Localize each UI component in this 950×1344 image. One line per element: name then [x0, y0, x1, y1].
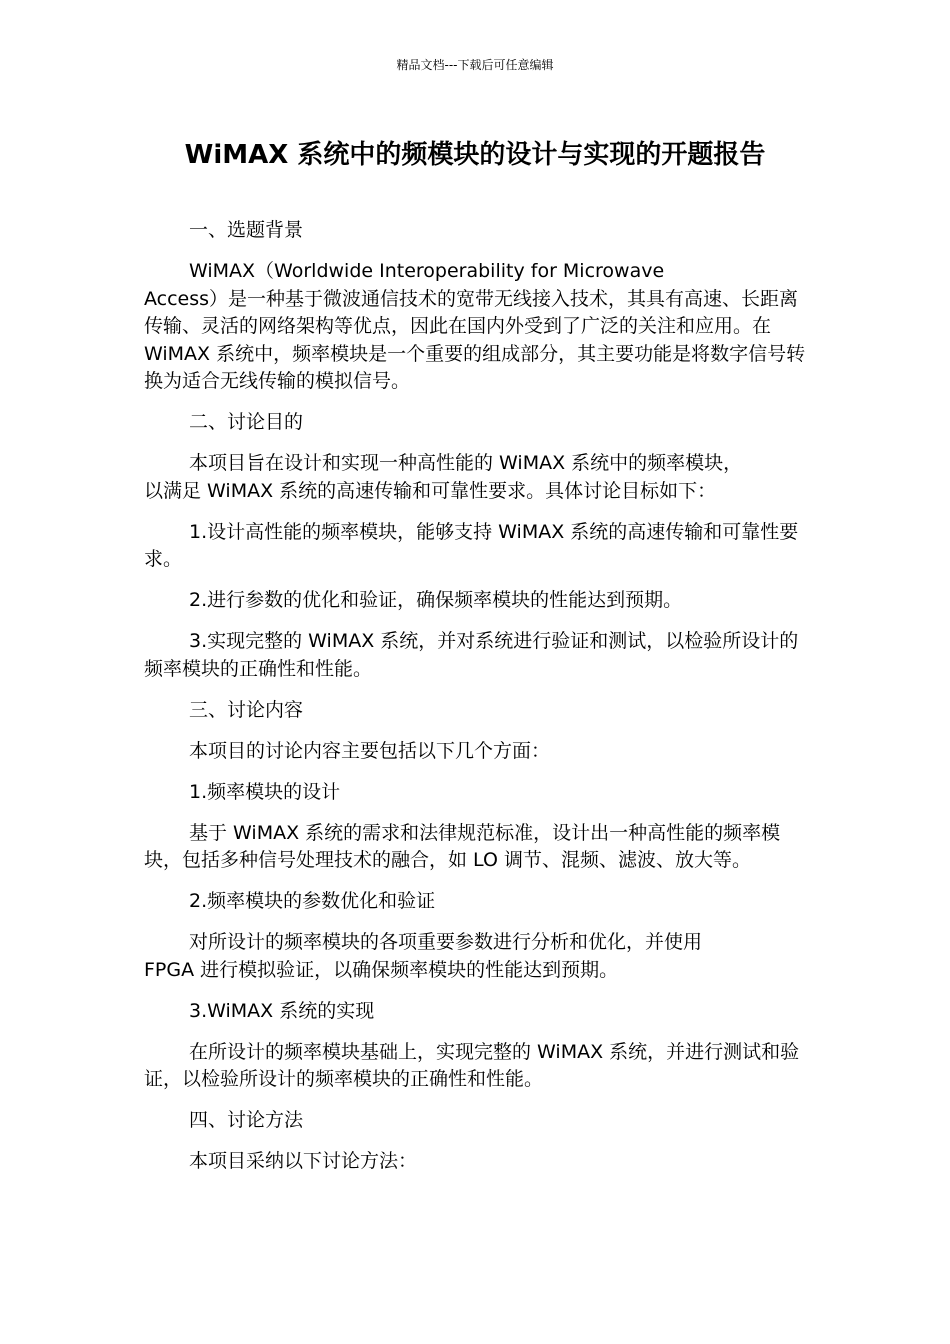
- document-title: WiMAX 系统中的频模块的设计与实现的开题报告: [184, 140, 766, 170]
- list-item-goal-1: 1.设计高性能的频率模块，能够支持 WiMAX 系统的高速传输和可靠性要求。: [144, 520, 799, 570]
- paragraph-design: 基于 WiMAX 系统的需求和法律规范标准，设计出一种高性能的频率模块，包括多种信号处理技术的融合，如 LO 调节、混频、滤波、放大等。: [144, 821, 781, 871]
- paragraph-purpose: 本项目旨在设计和实现一种高性能的 WiMAX 系统中的频率模块， 以满足 WiMAX 系统的高速传输和可靠性要求。具体讨论目标如下：: [144, 452, 743, 502]
- document-body: [144, 217, 812, 1189]
- paragraph-methods-intro: 本项目采纳以下讨论方法：: [189, 1150, 418, 1172]
- subheading-implementation: 3.WiMAX 系统的实现: [189, 999, 375, 1022]
- paragraph-optimization: 对所设计的频率模块的各项重要参数进行分析和优化，并使用 FPGA 进行模拟验证，以确保频率模块的性能达到预期。: [144, 931, 703, 981]
- header-note: 精品文档---下载后可任意编辑: [396, 58, 554, 72]
- section-heading-methods: 四、讨论方法: [189, 1109, 304, 1131]
- section-heading-content: 三、讨论内容: [189, 698, 304, 721]
- section-heading-purpose: 二、讨论目的: [189, 411, 304, 433]
- paragraph-implementation: 在所设计的频率模块基础上，实现完整的 WiMAX 系统，并进行测试和验证，以检验所设计的频率模块的正确性和性能。: [144, 1040, 800, 1090]
- paragraph-background: WiMAX（Worldwide Interoperability for Microwave Access）是一种基于微波通信技术的宽带无线接入技术，其具有高速、长距离传输、灵活的网络架构等优点，因此在国内外受到了广泛的关注和应用。在 WiMAX 系统中，频率模块是一个重要的组成部分，其主要功能是将数字信号转换为适合无线传输的模拟信号。: [144, 260, 806, 392]
- paragraph-content-intro: 本项目的讨论内容主要包括以下几个方面：: [189, 739, 551, 762]
- section-heading-background: 一、选题背景: [189, 219, 304, 241]
- list-item-goal-2: 2.进行参数的优化和验证，确保频率模块的性能达到预期。: [189, 589, 683, 611]
- subheading-design: 1.频率模块的设计: [189, 780, 341, 803]
- list-item-goal-3: 3.实现完整的 WiMAX 系统，并对系统进行验证和测试，以检验所设计的频率模块的正确性和性能。: [144, 630, 799, 680]
- subheading-optimization: 2.频率模块的参数优化和验证: [189, 890, 436, 912]
